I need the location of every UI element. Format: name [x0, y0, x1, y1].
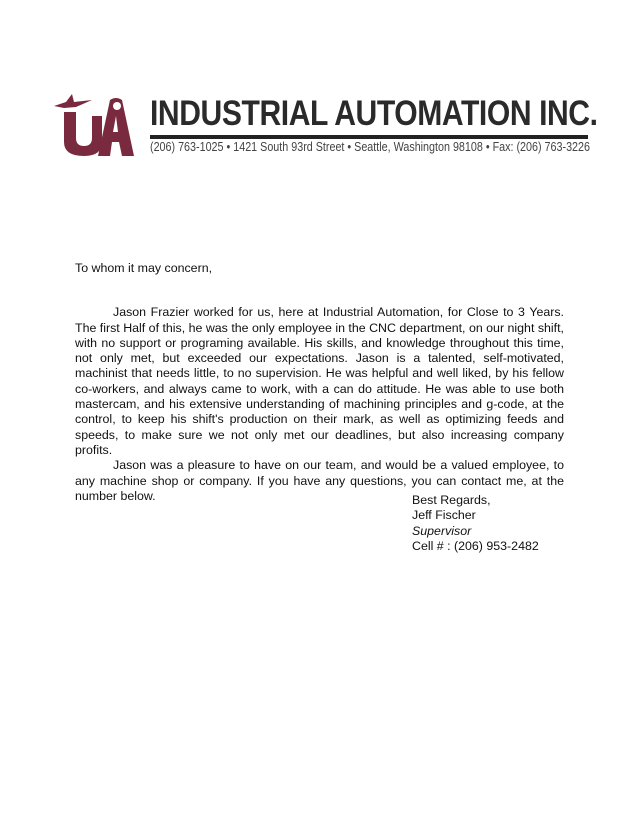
letterhead [52, 92, 598, 162]
company-contact-line: (206) 763-1025 • 1421 South 93rd Street • Seattle, Washington 98108 • Fax: (206) 763-3226 [150, 140, 590, 154]
letterhead-rule [150, 135, 588, 139]
closing-regards: Best Regards, [412, 493, 491, 507]
letter-body [75, 261, 564, 504]
signer-title: Supervisor [412, 523, 472, 538]
letter-paragraph-1: Jason Frazier worked for us, here at Industrial Automation, for Close to 3 Years. The first Half of this, he was the only employee in the CNC department, on our night shift, with no support or programing available. His skills, and knowledge throughout this time, not only met, but exceeded our expectations. Jason is a talented, self-motivated, machinist that needs little, to no supervision. He was helpful and well liked, by his fellow co-workers, and always came to work, with a can do attitude. He was able to use both mastercam, and his extensive understanding of machining principles and g-code, at the control, to keep his shift's production on their mark, as well as optimizing feeds and speeds, to make sure we not only met our deadlines, but also increasing company profits. [75, 305, 564, 457]
signer-name: Jeff Fischer [412, 508, 476, 523]
signer-cell: Cell # : (206) 953-2482 [412, 538, 539, 553]
company-logo-icon [52, 92, 136, 158]
letter-paragraph-2: Jason was a pleasure to have on our team, and would be a valued employee, to any machine shop or company. If you have any questions, you can contact me, at the number below. [75, 458, 564, 503]
letter-closing [412, 493, 539, 554]
salutation: To whom it may concern, [75, 261, 213, 275]
company-name: INDUSTRIAL AUTOMATION INC. [150, 94, 598, 133]
